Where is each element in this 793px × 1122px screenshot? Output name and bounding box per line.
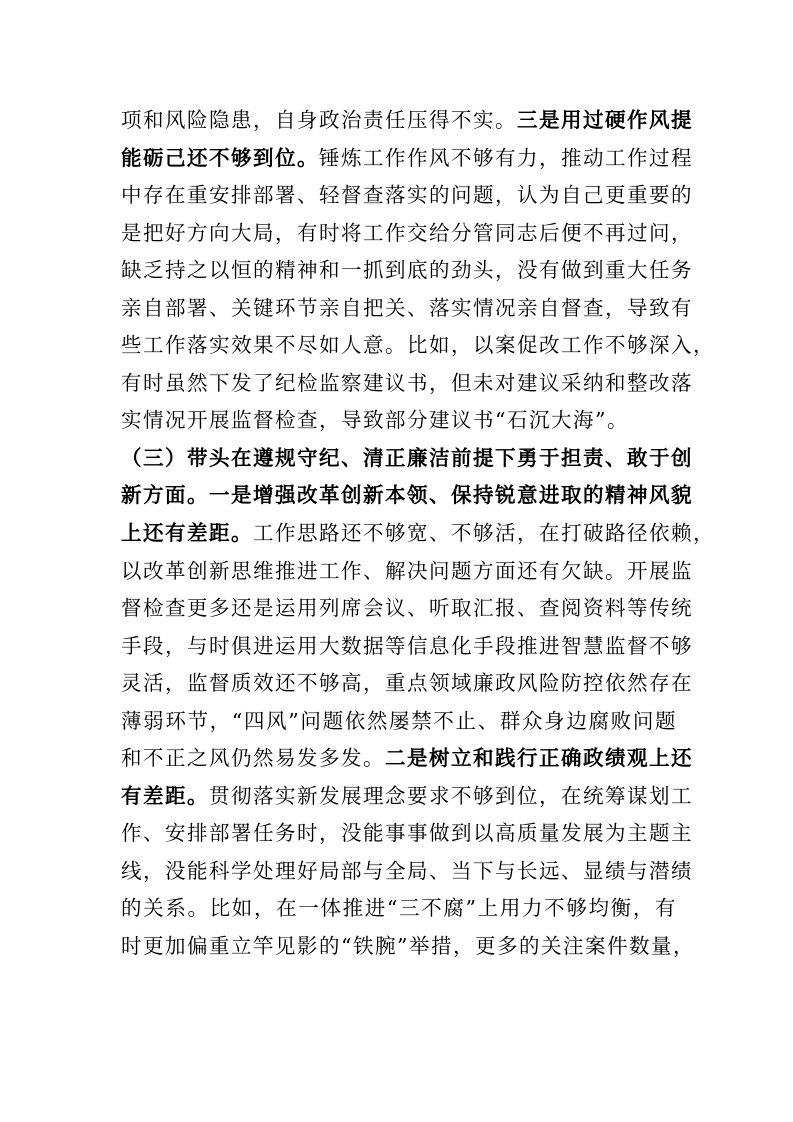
text-line-16: 灵活，监督质效还不够高，重点领域廉政风险防控依然存在 — [121, 671, 693, 696]
text-line-22: 的关系。比如，在一体推进“三不腐”上用力不够均衡，有 — [121, 896, 677, 921]
section-heading-line-1 — [121, 440, 693, 478]
text-line-19: 有差距。贯彻落实新发展理念要求不够到位，在统筹谋划工 — [121, 783, 693, 808]
bold-heading: 三是用过硬作风提 — [517, 108, 693, 132]
bold-heading: 二是树立和践行正确政绩观上还 — [385, 746, 693, 771]
document-page — [121, 102, 715, 966]
text-line-5: 缺乏持之以恒的精神和一抓到底的劲头，没有做到重大任务 — [121, 258, 693, 283]
text-line-18: 和不正之风仍然易发多发。二是树立和践行正确政绩观上还 — [121, 746, 693, 771]
bold-heading: 有差距。 — [121, 783, 209, 808]
text-line-7: 些工作落实效果不尽如人意。比如，以案促改工作不够深入， — [121, 333, 715, 358]
text-line-6: 亲自部署、关键环节亲自把关、落实情况亲自督查，导致有 — [121, 295, 693, 320]
text-line-3: 中存在重安排部署、轻督查落实的问题，认为自己更重要的 — [121, 183, 693, 208]
text-line-17: 薄弱环节，“四风”问题依然屡禁不止、群众身边腐败问题 — [121, 708, 677, 733]
text-line-13: 以改革创新思维推进工作、解决问题方面还有欠缺。开展监 — [121, 558, 693, 583]
text-line-14: 督检查更多还是运用列席会议、听取汇报、查阅资料等传统 — [121, 596, 693, 621]
text-line-2: 能砺己还不够到位。锤炼工作作风不够有力，推动工作过程 — [121, 145, 693, 170]
text-line-4: 是把好方向大局，有时将工作交给分管同志后便不再过问， — [121, 220, 693, 245]
text-line-15: 手段，与时俱进运用大数据等信息化手段推进智慧监督不够 — [121, 633, 693, 658]
text-line-8: 有时虽然下发了纪检监察建议书，但未对建议采纳和整改落 — [121, 370, 693, 395]
text-line-12: 上还有差距。工作思路还不够宽、不够活，在打破路径依赖， — [121, 521, 715, 546]
text-line-21: 线，没能科学处理好局部与全局、当下与长远、显绩与潜绩 — [121, 858, 693, 883]
text-line-23: 时更加偏重立竿见影的“铁腕”举措，更多的关注案件数量， — [121, 934, 695, 959]
section-heading: （三）带头在遵规守纪、清正廉洁前提下勇于担责、敢于创 — [121, 445, 693, 470]
section-heading: 新方面。一是增强改革创新本领、保持锐意进取的精神风貌 — [121, 483, 693, 508]
text-line-1: 项和风险隐患，自身政治责任压得不实。三是用过硬作风提 — [121, 108, 693, 132]
bold-heading: 能砺己还不够到位。 — [121, 145, 319, 170]
text-line-20: 作、安排部署任务时，没能事事做到以高质量发展为主题主 — [121, 821, 693, 846]
bold-heading: 上还有差距。 — [121, 521, 253, 546]
text-line-9: 实情况开展监督检查，导致部分建议书“石沉大海”。 — [121, 408, 629, 433]
section-heading-line-2 — [121, 477, 693, 515]
